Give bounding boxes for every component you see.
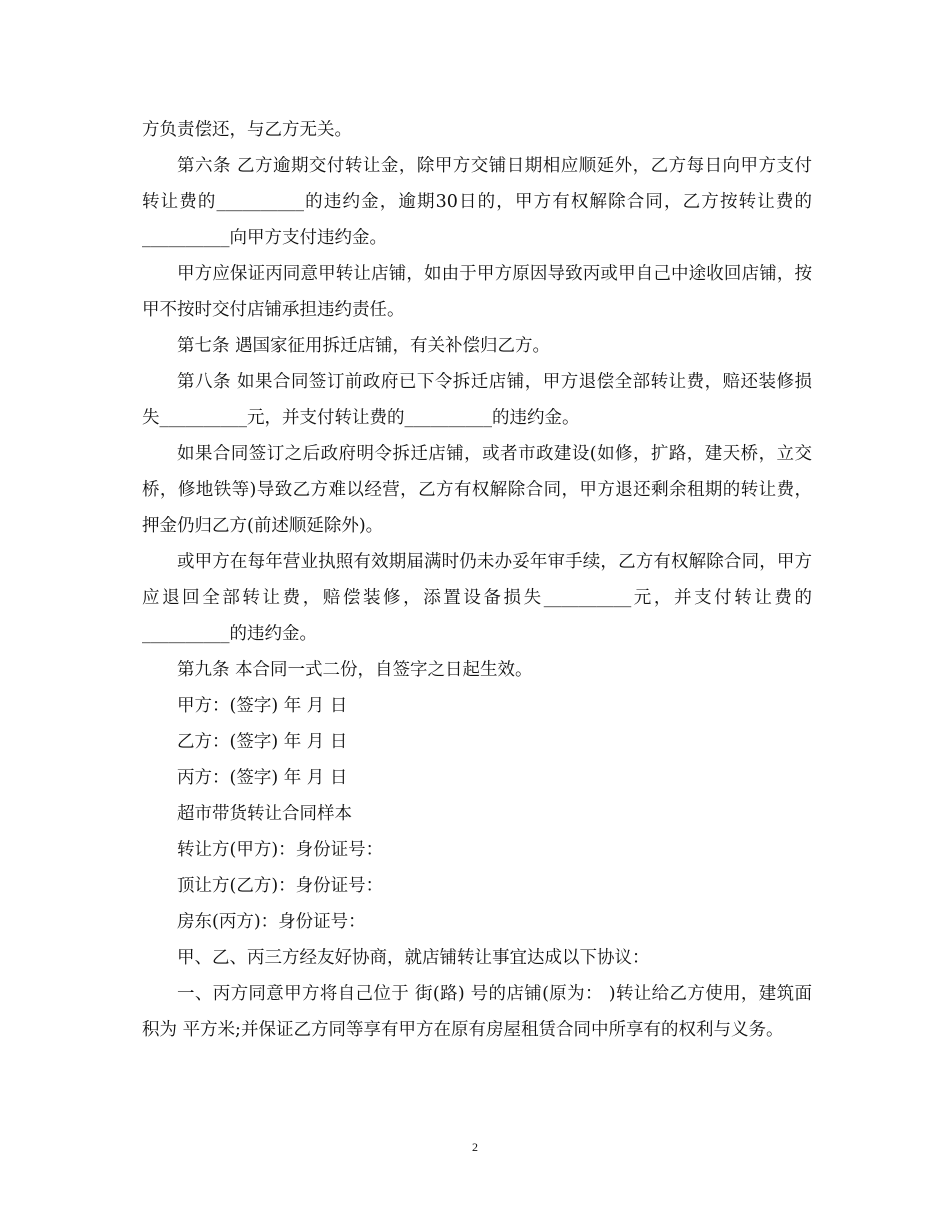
page-number: 2 [472, 1140, 478, 1154]
document-body [142, 112, 812, 1048]
party-line: 顶让方(乙方)：身份证号： [177, 876, 384, 896]
paragraph: 甲方应保证丙同意甲转让店铺，如由于甲方原因导致丙或甲自己中途收回店铺，按甲不按时交付店铺承担违约责任。 [142, 264, 812, 320]
signature-line: 丙方：(签字) 年 月 日 [177, 768, 348, 788]
paragraph: 第八条 如果合同签订前政府已下令拆迁店铺，甲方退偿全部转让费，赔还装修损失__________元，并支付转让费的__________的违约金。 [142, 372, 812, 428]
paragraph: 第七条 遇国家征用拆迁店铺，有关补偿归乙方。 [177, 336, 551, 356]
party-line: 转让方(甲方)：身份证号： [177, 840, 384, 860]
party-line: 房东(丙方)：身份证号： [177, 912, 366, 932]
paragraph: 第九条 本合同一式二份，自签字之日起生效。 [177, 660, 533, 680]
paragraph: 如果合同签订之后政府明令拆迁店铺，或者市政建设(如修，扩路，建天桥，立交桥，修地铁等)导致乙方难以经营，乙方有权解除合同，甲方退还剩余租期的转让费，押金仍归乙方(前述顺延除外)。 [142, 444, 812, 536]
paragraph: 一、丙方同意甲方将自己位于 街(路) 号的店铺(原为： )转让给乙方使用，建筑面积为 平方米;并保证乙方同等享有甲方在原有房屋租赁合同中所享有的权利与义务。 [142, 984, 812, 1040]
paragraph: 甲、乙、丙三方经友好协商，就店铺转让事宜达成以下协议： [177, 948, 650, 968]
section-title: 超市带货转让合同样本 [177, 804, 352, 824]
paragraph: 第六条 乙方逾期交付转让金，除甲方交铺日期相应顺延外，乙方每日向甲方支付转让费的__________的违约金，逾期30日的，甲方有权解除合同，乙方按转让费的__________向甲方支付违约金。 [142, 156, 812, 248]
signature-line: 甲方：(签字) 年 月 日 [177, 696, 348, 716]
signature-line: 乙方：(签字) 年 月 日 [177, 732, 348, 752]
paragraph: 或甲方在每年营业执照有效期届满时仍未办妥年审手续，乙方有权解除合同，甲方应退回全部转让费，赔偿装修，添置设备损失__________元，并支付转让费的__________的违约金。 [142, 552, 812, 644]
paragraph: 方负责偿还，与乙方无关。 [142, 120, 352, 140]
